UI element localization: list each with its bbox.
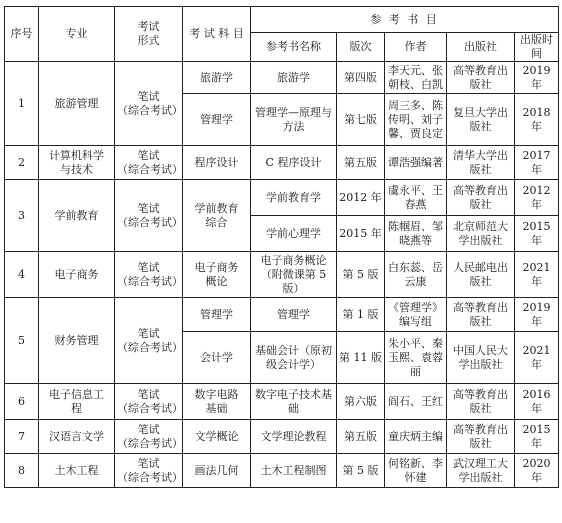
table-row — [5, 252, 559, 298]
header-seq: 序号 — [5, 7, 39, 62]
table-row — [5, 146, 559, 180]
cell-year: 2017 年 — [515, 146, 559, 180]
cell-publisher: 高等教育出 版社 — [447, 420, 515, 454]
cell-edition: 第六版 — [337, 384, 385, 420]
cell-exam-form: 笔试 （综合考试） — [115, 298, 183, 384]
cell-seq: 5 — [5, 298, 39, 384]
cell-subject: 程序设计 — [183, 146, 251, 180]
header-ref-books: 参 考 书 目 — [251, 7, 559, 33]
cell-year: 2012 年 — [515, 180, 559, 216]
cell-year: 2021 年 — [515, 252, 559, 298]
cell-book: 学前教育学 — [251, 180, 337, 216]
cell-exam-form: 笔试 （综合考试） — [115, 62, 183, 146]
cell-year: 2015 年 — [515, 216, 559, 252]
cell-edition: 第 5 版 — [337, 252, 385, 298]
header-publisher: 出版社 — [447, 33, 515, 62]
header-pub-time: 出版时 间 — [515, 33, 559, 62]
table-row — [5, 180, 559, 216]
document-page — [4, 6, 559, 488]
header-book-name: 参考书名称 — [251, 33, 337, 62]
cell-book: 基础会计（原初 级会计学） — [251, 332, 337, 384]
cell-edition: 2012 年 — [337, 180, 385, 216]
header-exam-form: 考试 形式 — [115, 7, 183, 62]
cell-major: 土木工程 — [39, 454, 115, 488]
cell-book: 数字电子技术基 础 — [251, 384, 337, 420]
cell-seq: 2 — [5, 146, 39, 180]
cell-subject: 文学概论 — [183, 420, 251, 454]
cell-subject: 电子商务 概论 — [183, 252, 251, 298]
cell-subject: 会计学 — [183, 332, 251, 384]
cell-edition: 第 11 版 — [337, 332, 385, 384]
cell-major: 汉语言文学 — [39, 420, 115, 454]
cell-publisher: 武汉理工大 学出版社 — [447, 454, 515, 488]
cell-year: 2018 年 — [515, 94, 559, 146]
cell-seq: 4 — [5, 252, 39, 298]
cell-subject: 数字电路 基础 — [183, 384, 251, 420]
cell-book: C 程序设计 — [251, 146, 337, 180]
cell-author: 周三多、陈 传明、刘子 馨、贾良定 — [385, 94, 447, 146]
cell-author: 陈帼眉、邹 晓燕等 — [385, 216, 447, 252]
cell-subject: 旅游学 — [183, 62, 251, 94]
cell-subject: 管理学 — [183, 298, 251, 332]
cell-major: 电子商务 — [39, 252, 115, 298]
cell-edition: 第七版 — [337, 94, 385, 146]
header-row-top — [5, 7, 559, 33]
table-row — [5, 298, 559, 332]
header-author: 作者 — [385, 33, 447, 62]
header-subject: 考 试 科 目 — [183, 7, 251, 62]
cell-year: 2019 年 — [515, 298, 559, 332]
cell-author: 童庆炳主编 — [385, 420, 447, 454]
cell-subject: 画法几何 — [183, 454, 251, 488]
cell-major: 旅游管理 — [39, 62, 115, 146]
cell-book: 电子商务概论 （附微课第 5 版） — [251, 252, 337, 298]
cell-edition: 2015 年 — [337, 216, 385, 252]
cell-exam-form: 笔试 （综合考试） — [115, 420, 183, 454]
cell-book: 学前心理学 — [251, 216, 337, 252]
header-edition: 版次 — [337, 33, 385, 62]
cell-publisher: 中国人民大 学出版社 — [447, 332, 515, 384]
cell-edition: 第 5 版 — [337, 454, 385, 488]
cell-exam-form: 笔试 （综合考试） — [115, 384, 183, 420]
cell-major: 电子信息工 程 — [39, 384, 115, 420]
cell-seq: 3 — [5, 180, 39, 252]
cell-publisher: 高等教育出 版社 — [447, 298, 515, 332]
cell-subject: 学前教育 综合 — [183, 180, 251, 252]
cell-book: 管理学 — [251, 298, 337, 332]
cell-publisher: 高等教育出 版社 — [447, 384, 515, 420]
cell-year: 2015 年 — [515, 420, 559, 454]
cell-year: 2019 年 — [515, 62, 559, 94]
cell-publisher: 清华大学出 版社 — [447, 146, 515, 180]
cell-author: 《管理学》 编写组 — [385, 298, 447, 332]
cell-edition: 第 1 版 — [337, 298, 385, 332]
table-row — [5, 420, 559, 454]
cell-seq: 7 — [5, 420, 39, 454]
cell-edition: 第四版 — [337, 62, 385, 94]
cell-author: 朱小平、秦 玉熙、袁蓉 丽 — [385, 332, 447, 384]
cell-subject: 管理学 — [183, 94, 251, 146]
cell-author: 白东蕊、岳 云康 — [385, 252, 447, 298]
table-row — [5, 62, 559, 94]
cell-book: 旅游学 — [251, 62, 337, 94]
cell-seq: 6 — [5, 384, 39, 420]
cell-edition: 第五版 — [337, 146, 385, 180]
cell-seq: 1 — [5, 62, 39, 146]
cell-author: 何铭新、李 怀建 — [385, 454, 447, 488]
cell-author: 谭浩强编著 — [385, 146, 447, 180]
cell-book: 文学理论教程 — [251, 420, 337, 454]
cell-exam-form: 笔试 （综合考试） — [115, 252, 183, 298]
cell-exam-form: 笔试 （综合考试） — [115, 146, 183, 180]
cell-major: 学前教育 — [39, 180, 115, 252]
cell-publisher: 高等教育出 版社 — [447, 180, 515, 216]
cell-seq: 8 — [5, 454, 39, 488]
table-row — [5, 384, 559, 420]
cell-exam-form: 笔试 （综合考试） — [115, 454, 183, 488]
cell-author: 李天元、张 朝枝、白凯 — [385, 62, 447, 94]
cell-year: 2020 年 — [515, 454, 559, 488]
cell-book: 土木工程制图 — [251, 454, 337, 488]
cell-major: 财务管理 — [39, 298, 115, 384]
cell-exam-form: 笔试 （综合考试） — [115, 180, 183, 252]
table-row — [5, 454, 559, 488]
cell-year: 2016 年 — [515, 384, 559, 420]
cell-publisher: 人民邮电出 版社 — [447, 252, 515, 298]
cell-publisher: 高等教育出 版社 — [447, 62, 515, 94]
reference-books-table — [4, 6, 559, 488]
cell-publisher: 北京师范大 学出版社 — [447, 216, 515, 252]
cell-major: 计算机科学 与技术 — [39, 146, 115, 180]
cell-author: 阎石、王红 — [385, 384, 447, 420]
header-major: 专业 — [39, 7, 115, 62]
cell-edition: 第五版 — [337, 420, 385, 454]
cell-author: 虞永平、王 春燕 — [385, 180, 447, 216]
cell-year: 2021 年 — [515, 332, 559, 384]
cell-publisher: 复旦大学出 版社 — [447, 94, 515, 146]
cell-book: 管理学—原理与 方法 — [251, 94, 337, 146]
